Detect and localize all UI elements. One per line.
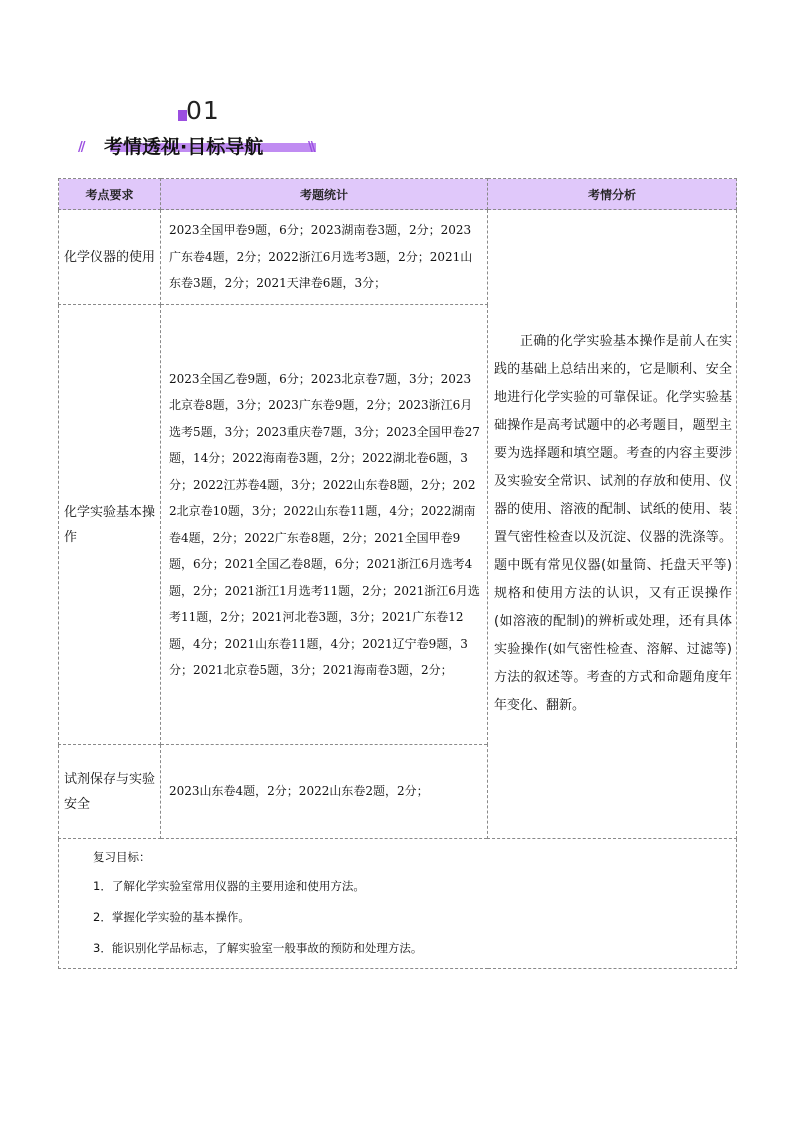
table-header-row xyxy=(59,179,737,210)
header-analysis: 考情分析 xyxy=(488,179,737,210)
goal-item: 2．掌握化学实验的基本操作。 xyxy=(93,910,250,924)
section-title: 考情透视·目标导航 xyxy=(104,136,264,158)
analysis-cell xyxy=(488,210,737,839)
section-header xyxy=(78,96,328,160)
row-point: 化学仪器的使用 xyxy=(59,210,161,305)
analysis-text: 正确的化学实验基本操作是前人在实践的基础上总结出来的，它是顺利、安全地进行化学实验的可靠保证。化学实验基础操作是高考试题中的必考题目，题型主要为选择题和填空题。考查的内容主要涉及实验安全常识、试剂的存放和使用、仪器的使用、溶液的配制、试纸的使用、装置气密性检查以及沉淀、仪器的洗涤等。题中既有常见仪器(如量筒、托盘天平等)规格和使用方法的认识，又有正误操作(如溶液的配制)的辨析或处理，还有具体实验操作(如气密性检查、溶解、过滤等)方法的叙述等。考查的方式和命题角度年年变化、翻新。 xyxy=(494,334,732,713)
row-point: 试剂保存与实验安全 xyxy=(59,745,161,839)
left-slash-decoration: // xyxy=(78,140,84,155)
goals-row xyxy=(59,839,737,969)
review-goals xyxy=(59,839,737,969)
header-stats: 考题统计 xyxy=(161,179,488,210)
goal-item: 3．能识别化学品标志，了解实验室一般事故的预防和处理方法。 xyxy=(93,941,423,955)
goals-heading: 复习目标： xyxy=(93,850,151,864)
row-stats: 2023山东卷4题，2分；2022山东卷2题，2分； xyxy=(161,745,488,839)
row-stats: 2023全国甲卷9题，6分；2023湖南卷3题，2分；2023广东卷4题，2分；2022浙江6月选考3题，2分；2021山东卷3题，2分；2021天津卷6题，3分； xyxy=(161,210,488,305)
exam-analysis-table xyxy=(58,178,737,969)
right-slash-decoration: \\ xyxy=(308,140,314,155)
goal-item: 1．了解化学实验室常用仪器的主要用途和使用方法。 xyxy=(93,879,365,893)
row-point: 化学实验基本操作 xyxy=(59,305,161,745)
header-point: 考点要求 xyxy=(59,179,161,210)
section-number: 01 xyxy=(186,96,220,125)
table-row xyxy=(59,210,737,305)
row-stats: 2023全国乙卷9题，6分；2023北京卷7题，3分；2023北京卷8题，3分；2023广东卷9题，2分；2023浙江6月选考5题，3分；2023重庆卷7题，3分；2023全国甲卷27题，14分；2022海南卷3题，2分；2022湖北卷6题，3分；2022江苏卷4题，3分；2022山东卷8题，2分；2022北京卷10题，3分；2022山东卷11题，4分；2022湖南卷4题，2分；2022广东卷8题，2分；2021全国甲卷9题，6分；2021全国乙卷8题，6分；2021浙江6月选考4题，2分；2021浙江1月选考11题，2分；2021浙江6月选考11题，2分；2021河北卷3题，3分；2021广东卷12题，4分；2021山东卷11题，4分；2021辽宁卷9题，3分；2021北京卷5题，3分；2021海南卷3题，2分； xyxy=(161,305,488,745)
